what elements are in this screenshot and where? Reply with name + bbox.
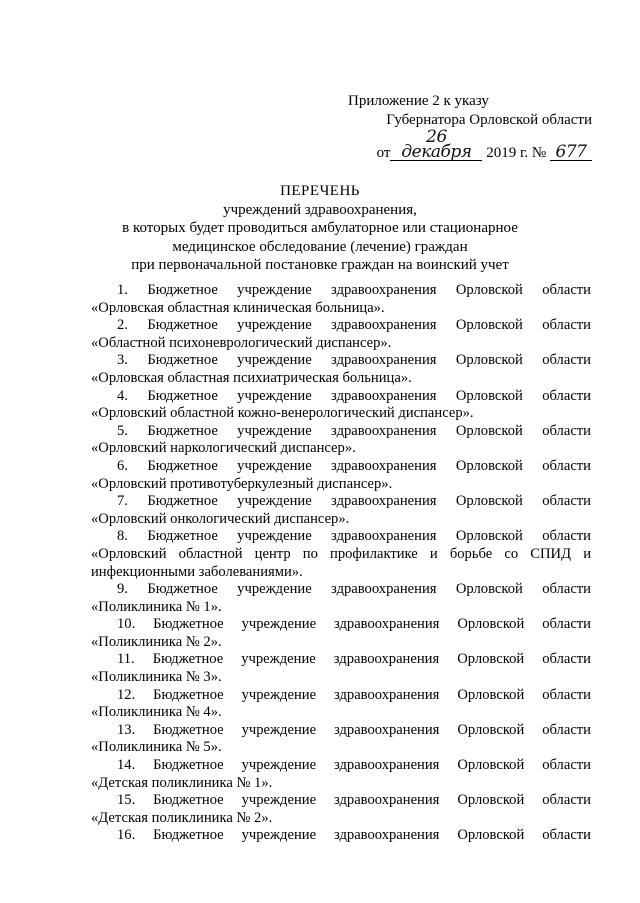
- list-item-continuation: «Поликлиника № 2».: [91, 633, 222, 650]
- list-item: [91, 388, 591, 423]
- title-line: учреждений здравоохранения,: [223, 201, 417, 218]
- list-item-first-line: 13. Бюджетное учреждение здравоохранения Орловской области: [117, 721, 591, 738]
- list-item-first-line: 11. Бюджетное учреждение здравоохранения Орловской области: [117, 651, 591, 668]
- list-item: [91, 528, 591, 581]
- list-item-first-line: 2. Бюджетное учреждение здравоохранения Орловской области: [117, 317, 591, 334]
- list-item-continuation: «Поликлиника № 3».: [91, 669, 222, 686]
- list-item-continuation: «Орловский областной кожно-венерологический диспансер».: [91, 405, 474, 422]
- list-item-continuation: «Орловская областная психиатрическая больница».: [91, 369, 412, 386]
- list-item: [91, 317, 591, 352]
- list-item-first-line: 14. Бюджетное учреждение здравоохранения Орловской области: [117, 757, 591, 774]
- title-line: медицинское обследование (лечение) граждан: [172, 238, 468, 255]
- list-item-continuation: «Орловский онкологический диспансер».: [91, 510, 350, 527]
- list-item: [91, 722, 591, 757]
- list-item-continuation: «Орловский противотуберкулезный диспансер».: [91, 475, 393, 492]
- list-item-continuation: «Поликлиника № 5».: [91, 739, 222, 756]
- list-item-first-line: 12. Бюджетное учреждение здравоохранения Орловской области: [117, 686, 591, 703]
- list-item-first-line: 6. Бюджетное учреждение здравоохранения Орловской области: [117, 457, 591, 474]
- list-item-continuation: «Поликлиника № 1».: [91, 598, 222, 615]
- title-line: в которых будет проводиться амбулаторное или стационарное: [122, 220, 518, 236]
- list-item: [91, 687, 591, 722]
- list-item-first-line: 1. Бюджетное учреждение здравоохранения Орловской области: [117, 282, 591, 298]
- list-item-first-line: 15. Бюджетное учреждение здравоохранения Орловской области: [117, 792, 591, 809]
- list-item: [91, 423, 591, 458]
- appendix-header: [292, 92, 592, 163]
- list-item: [91, 493, 591, 528]
- document-title: [0, 182, 640, 275]
- list-item-first-line: 10. Бюджетное учреждение здравоохранения Орловской области: [117, 616, 591, 633]
- year-and-number-label: 2019 г. №: [486, 145, 547, 161]
- institutions-list: [91, 282, 591, 845]
- list-item: [91, 458, 591, 493]
- list-item-continuation: «Орловская областная клиническая больница».: [91, 299, 385, 316]
- title-line: при первоначальной постановке граждан на воинский учет: [131, 257, 509, 273]
- title-heading: ПЕРЕЧЕНЬ: [280, 183, 360, 199]
- list-item-continuation: «Областной психоневрологический диспансер».: [91, 334, 392, 351]
- list-item-continuation: «Орловский областной центр по профилактике и борьбе со СПИД и инфекционными заболеваниями».: [91, 545, 591, 580]
- list-item-continuation: «Детская поликлиника № 2».: [91, 809, 273, 826]
- list-item: [91, 616, 591, 651]
- list-item: [91, 581, 591, 616]
- list-item-continuation: «Орловский наркологический диспансер».: [91, 440, 356, 457]
- handwritten-number: 677: [550, 145, 592, 161]
- from-prefix: от: [376, 145, 391, 161]
- list-item-continuation: «Поликлиника № 4».: [91, 704, 222, 721]
- appendix-line-2: Губернатора Орловской области: [386, 112, 592, 128]
- list-item-first-line: 9. Бюджетное учреждение здравоохранения Орловской области: [117, 581, 591, 598]
- list-item-first-line: 16. Бюджетное учреждение здравоохранения Орловской области: [117, 827, 591, 844]
- list-item-continuation: «Детская поликлиника № 1».: [91, 774, 273, 791]
- appendix-line-1: Приложение 2 к указу: [348, 93, 489, 109]
- list-item: [91, 282, 591, 317]
- list-item: [91, 827, 591, 845]
- list-item: [91, 757, 591, 792]
- list-item-first-line: 7. Бюджетное учреждение здравоохранения Орловской области: [117, 493, 591, 510]
- list-item-first-line: 4. Бюджетное учреждение здравоохранения Орловской области: [117, 387, 591, 404]
- list-item: [91, 352, 591, 387]
- list-item: [91, 792, 591, 827]
- handwritten-date: 26 декабря: [390, 130, 482, 161]
- list-item: [91, 651, 591, 686]
- list-item-first-line: 8. Бюджетное учреждение здравоохранения Орловской области: [117, 528, 591, 545]
- list-item-first-line: 5. Бюджетное учреждение здравоохранения Орловской области: [117, 422, 591, 439]
- appendix-line-3: [292, 127, 592, 163]
- list-item-first-line: 3. Бюджетное учреждение здравоохранения Орловской области: [117, 352, 591, 369]
